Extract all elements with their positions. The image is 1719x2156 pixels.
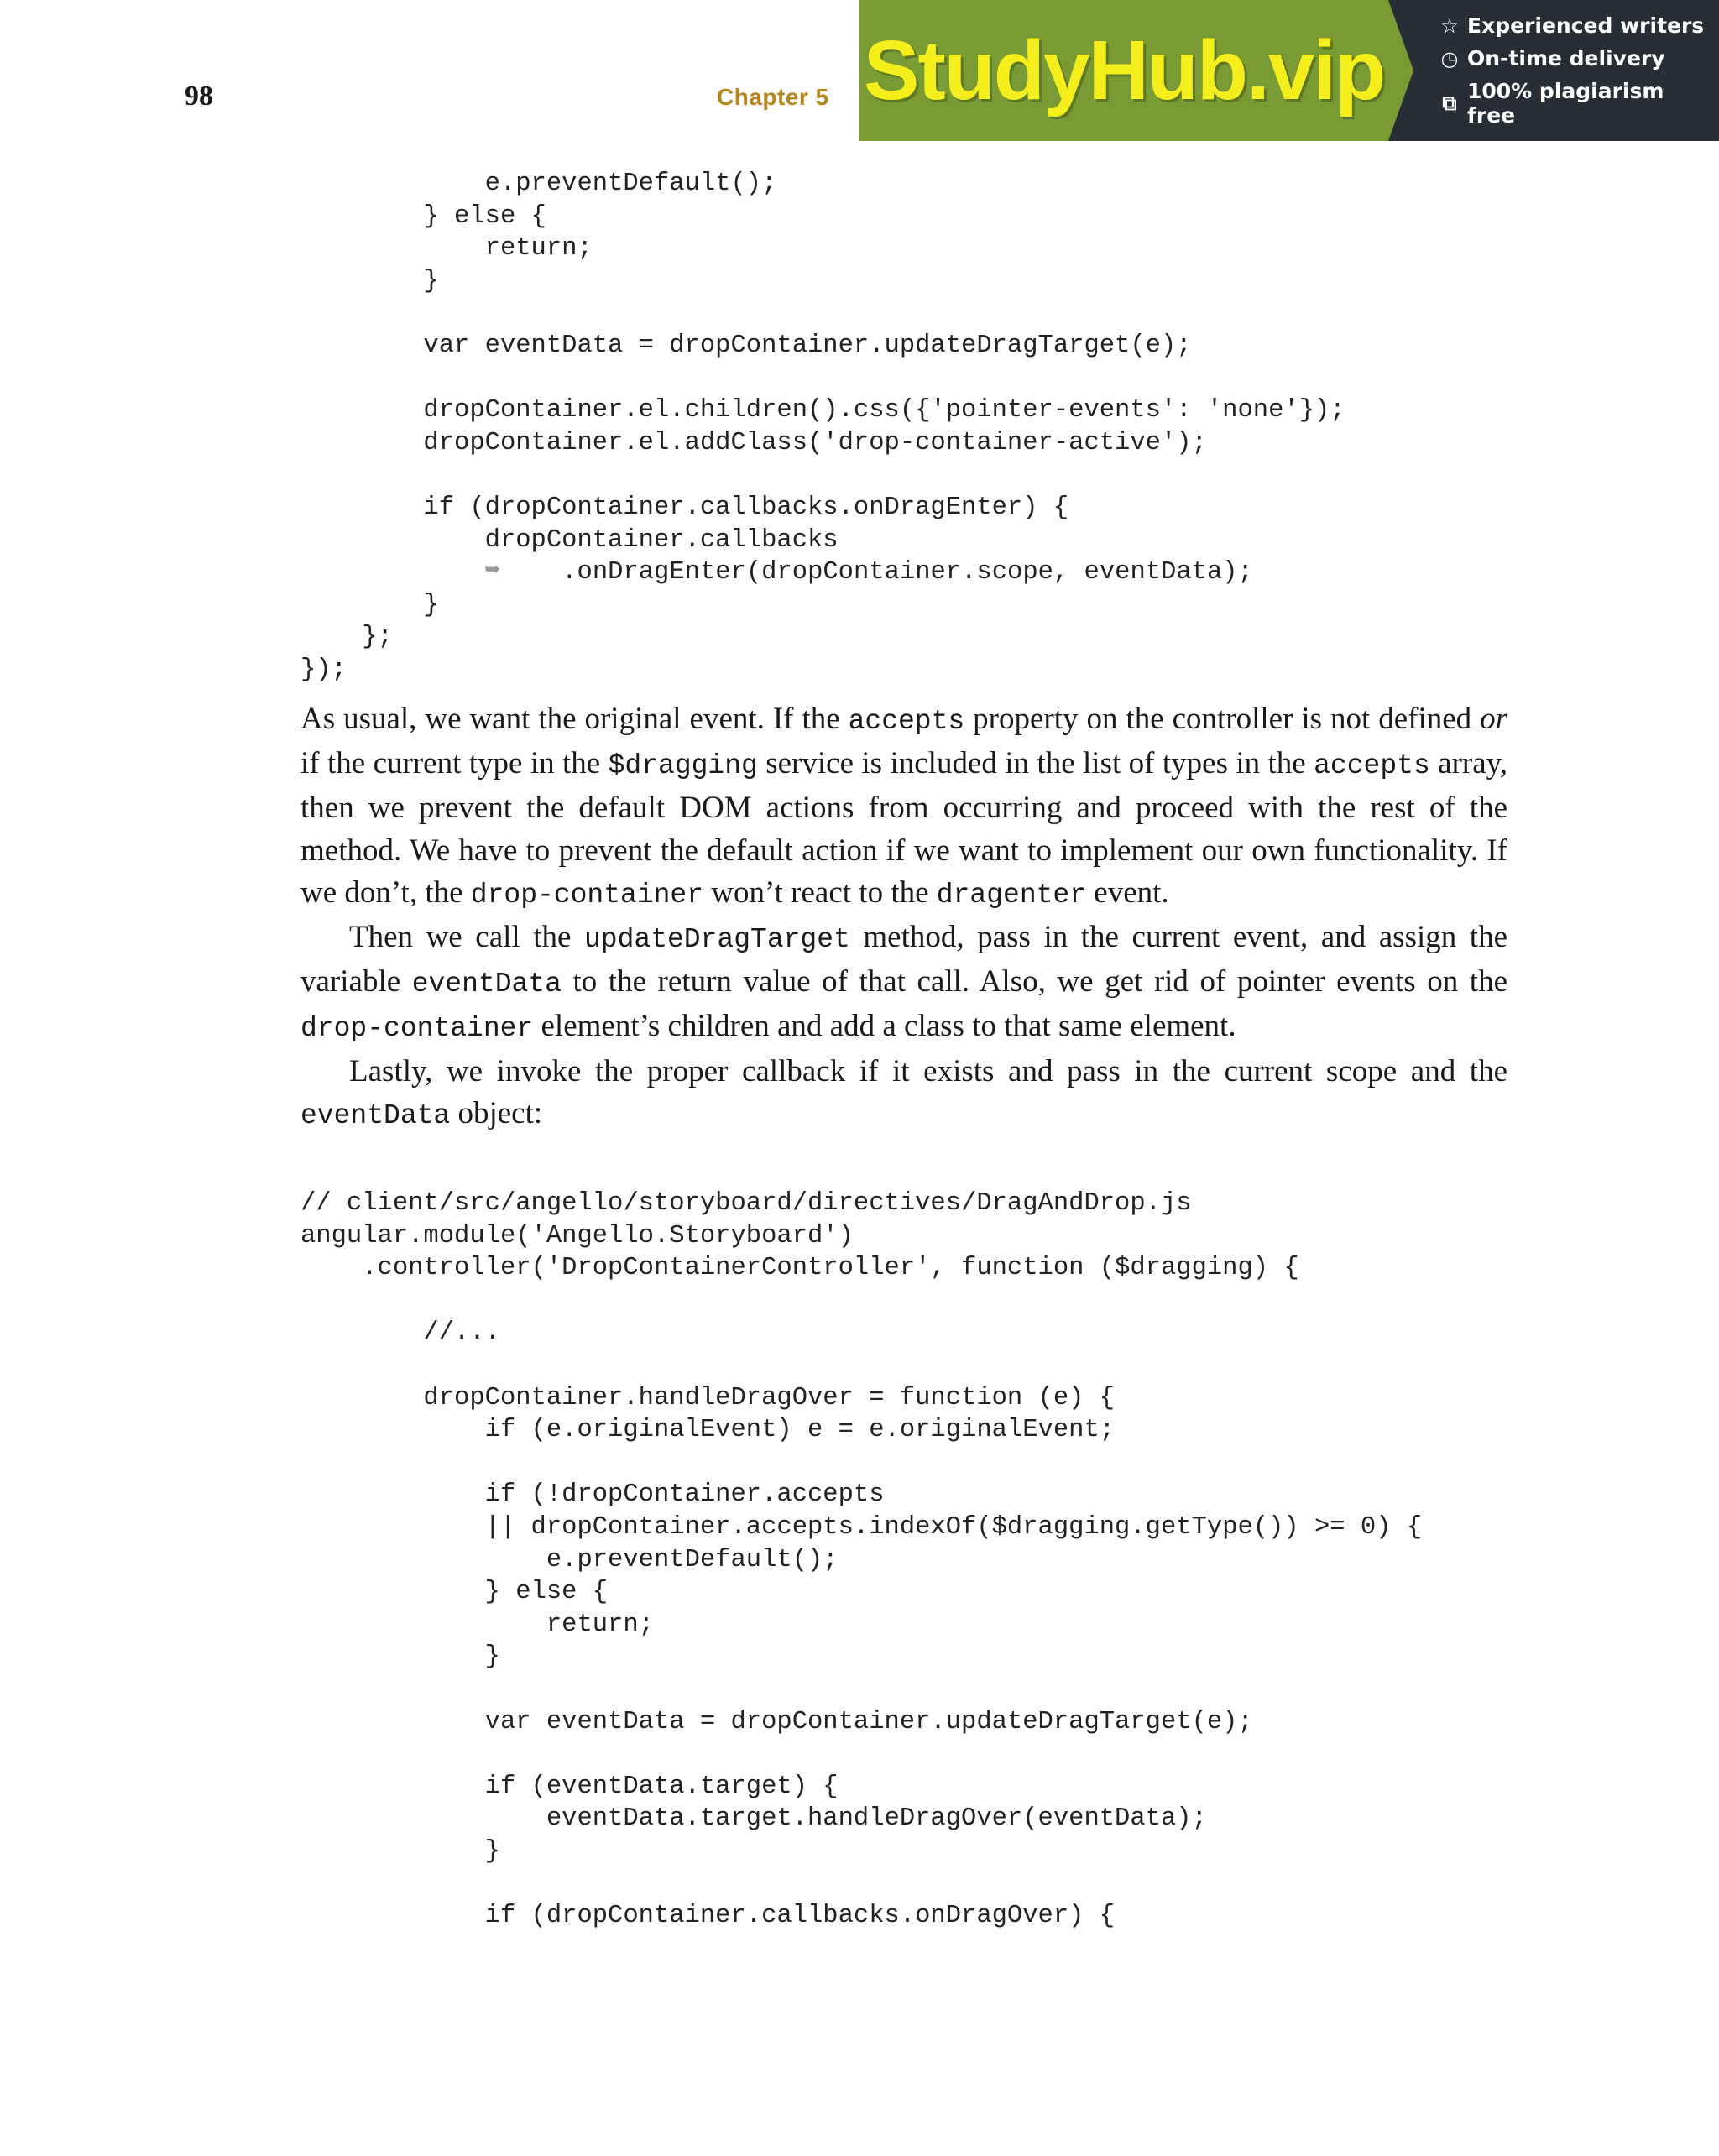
inline-code: eventData — [411, 968, 562, 1000]
code-line: } — [300, 266, 439, 295]
studyhub-banner[interactable] — [860, 0, 1719, 141]
code-line: return; — [300, 1610, 654, 1639]
code-line: dropContainer.callbacks — [300, 525, 839, 555]
inline-code: drop-container — [470, 879, 704, 911]
code-line: eventData.target.handleDragOver(eventData); — [300, 1804, 1207, 1834]
text-run: element’s children and add a class to that same element. — [533, 1009, 1236, 1044]
paragraph — [300, 916, 1507, 1051]
code-line: ➥ .onDragEnter(dropContainer.scope, eventData); — [484, 558, 1253, 587]
code-line — [300, 1285, 1422, 1318]
code-line: angular.module('Angello.Storyboard') — [300, 1221, 854, 1250]
code-line: } else { — [300, 201, 546, 231]
code-line: }; — [300, 623, 393, 652]
code-line: } — [300, 1642, 500, 1672]
text-run: property on the controller is not defined — [964, 702, 1481, 736]
text-run: to the return value of that call. Also, we get rid of pointer events on the — [561, 964, 1507, 1000]
code-line: }); — [300, 655, 347, 684]
code-line: dropContainer.el.children().css({'pointer-events': 'none'}); — [300, 396, 1345, 425]
code-line: e.preventDefault(); — [300, 170, 777, 198]
code-line: dropContainer.handleDragOver = function (e) { — [300, 1383, 1116, 1412]
feature-item — [1439, 13, 1719, 38]
code-line: || dropContainer.accepts.indexOf($dragging.getType()) >= 0) { — [300, 1512, 1423, 1542]
feature-label: On-time delivery — [1467, 46, 1665, 70]
page-number: 98 — [185, 81, 213, 112]
text-run: object: — [450, 1095, 543, 1130]
inline-code: eventData — [300, 1099, 451, 1131]
line-continuation-arrow-icon: ➥ — [484, 558, 501, 587]
code-line: } — [300, 590, 439, 619]
text-run: Then we call the — [349, 920, 584, 955]
code-line: if (dropContainer.callbacks.onDragEnter) { — [300, 493, 1069, 522]
code-line — [300, 1673, 1422, 1706]
code-line: if (!dropContainer.accepts — [300, 1480, 885, 1510]
code-line: } — [300, 1836, 500, 1866]
code-line: if (eventData.target) { — [300, 1772, 839, 1801]
feature-label: 100% plagiarism free — [1466, 79, 1664, 128]
code-line: var eventData = dropContainer.updateDragTarget(e); — [300, 1707, 1253, 1736]
inline-code: dragenter — [936, 879, 1087, 911]
code-line: return; — [300, 234, 593, 264]
code-line: //... — [300, 1318, 500, 1348]
brand-panel[interactable] — [860, 0, 1388, 141]
code-line: if (dropContainer.callbacks.onDragOver) { — [300, 1902, 1116, 1931]
code-line — [300, 1349, 1422, 1382]
feature-label: Experienced writers — [1467, 13, 1705, 38]
feature-item — [1439, 46, 1719, 70]
star-outline-icon: ☆ — [1440, 13, 1459, 38]
clock-icon: ◷ — [1440, 46, 1459, 70]
text-run: won’t react to the — [703, 874, 937, 910]
inline-code: accepts — [1314, 750, 1430, 782]
code-line: var eventData = dropContainer.updateDragTarget(e); — [300, 331, 1192, 360]
feature-item — [1439, 79, 1719, 128]
code-line — [300, 1867, 1422, 1900]
emphasis: or — [1480, 702, 1507, 736]
code-line: .controller('DropContainerController', function ($dragging) { — [300, 1254, 1299, 1283]
text-run: if the current type in the — [300, 746, 609, 781]
code-line — [300, 1447, 1422, 1480]
code-line — [300, 297, 1345, 330]
code-line — [300, 363, 1345, 395]
code-line: dropContainer.el.addClass('drop-container-active'); — [300, 428, 1207, 457]
chapter-label: Chapter 5 — [717, 84, 829, 110]
code-block-continued — [300, 168, 1345, 686]
body-text — [300, 698, 1507, 1137]
code-line: if (e.originalEvent) e = e.originalEvent; — [300, 1416, 1116, 1445]
code-line: } else { — [300, 1578, 609, 1607]
code-line — [300, 459, 1345, 492]
code-line: e.preventDefault(); — [300, 1545, 839, 1574]
inline-code: drop-container — [300, 1013, 534, 1045]
brand-logo-text[interactable]: StudyHub.vip — [863, 23, 1385, 117]
copy-icon: ⧉ — [1442, 91, 1457, 115]
text-run: array, then we prevent the default DOM actions from occurring and proceed with the rest of the method. We have to prevent the default action if we want to implement our own functionality. If we don’t, the — [300, 746, 1507, 910]
text-run: service is included in the list of types in the — [757, 746, 1314, 781]
paragraph — [300, 698, 1507, 916]
paragraph — [300, 1051, 1507, 1137]
text-run: As usual, we want the original event. If the — [300, 702, 849, 736]
code-line — [300, 1738, 1422, 1771]
code-line: // client/src/angello/storyboard/directives/DragAndDrop.js — [300, 1189, 1192, 1218]
code-block-dragandrop — [300, 1188, 1422, 1933]
inline-code: accepts — [848, 706, 965, 737]
text-run: method, pass in the current event, and assign the variable — [300, 920, 1507, 1000]
text-run: event. — [1086, 874, 1169, 910]
inline-code: updateDragTarget — [583, 924, 850, 956]
text-run: Lastly, we invoke the proper callback if it exists and pass in the current scope and the — [349, 1053, 1507, 1088]
inline-code: $dragging — [608, 750, 758, 782]
feature-list — [1388, 0, 1719, 141]
